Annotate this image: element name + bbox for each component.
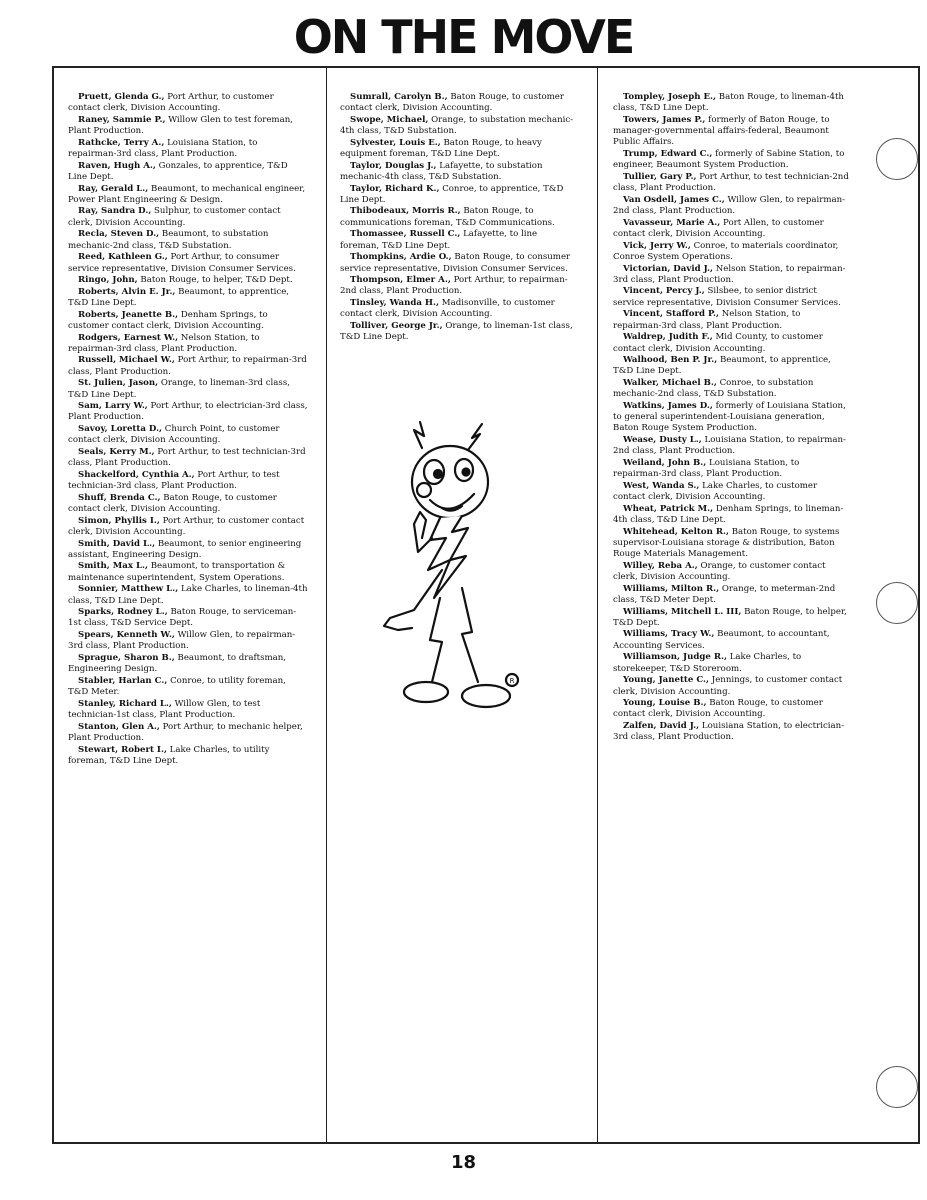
list-item: [68, 184, 308, 207]
assignment-detail: Port Arthur, to test technician-3rd class, Plant Production.: [68, 446, 306, 469]
assignment-detail: Conroe, to substation mechanic-2nd class, T&D Substation.: [613, 377, 814, 400]
list-item: [68, 424, 308, 447]
employee-name: Wheat, Patrick M.,: [623, 503, 714, 514]
assignment-detail: Beaumont, to mechanical engineer, Power Plant Engineering & Design.: [68, 183, 306, 205]
list-item: [68, 561, 308, 584]
employee-name: Thompkins, Ardie O.,: [350, 252, 452, 263]
list-item: [613, 607, 849, 630]
list-item: [68, 378, 308, 401]
assignment-detail: Baton Rouge, to systems supervisor-Louisiana storage & distribution, Baton Rouge Materials Management.: [613, 526, 840, 560]
assignment-detail: Lake Charles, to lineman-4th class, T&D Line Dept.: [68, 584, 308, 606]
list-item: [613, 355, 849, 378]
employee-name: Sumrall, Carolyn B.,: [350, 92, 448, 102]
list-item: [613, 218, 849, 241]
employee-name: Williams, Milton R.,: [623, 583, 720, 594]
list-item: [613, 481, 849, 504]
list-item: [340, 161, 578, 184]
assignment-detail: Madisonville, to customer contact clerk, Division Accounting.: [340, 298, 555, 320]
page-header: [0, 10, 927, 64]
binder-hole: [876, 582, 918, 624]
employee-name: Willey, Reba A.,: [623, 560, 698, 571]
assignment-detail: Baton Rouge, to serviceman-1st class, T&D Service Dept.: [68, 607, 297, 629]
employee-name: Sonnier, Matthew L.,: [78, 584, 179, 595]
employee-name: Stabler, Harlan C.,: [78, 675, 168, 686]
employee-name: Van Osdell, James C.,: [623, 194, 725, 205]
employee-name: Walhood, Ben P. Jr.,: [623, 355, 718, 366]
assignment-detail: Louisiana Station, to repairman-3rd class, Plant Production.: [68, 137, 258, 160]
list-item: [613, 584, 849, 607]
employee-name: Roberts, Alvin E. Jr.,: [78, 286, 176, 297]
assignment-detail: Baton Rouge, to lineman-4th class, T&D Line Dept.: [613, 92, 844, 114]
employee-name: Stewart, Robert I.,: [78, 744, 167, 755]
employee-name: Tinsley, Wanda H.,: [350, 298, 440, 309]
assignment-detail: Denham Springs, to lineman-4th class, T&D Line Dept.: [613, 503, 844, 526]
list-item: [68, 401, 308, 424]
assignment-detail: Orange, to lineman-3rd class, T&D Line Dept.: [68, 378, 290, 400]
employee-name: Sam, Larry W.,: [78, 401, 148, 412]
assignment-detail: Denham Springs, to customer contact clerk, Division Accounting.: [68, 309, 268, 331]
assignment-detail: Conroe, to materials coordinator, Conroe System Operations.: [613, 240, 839, 262]
list-item: [613, 241, 849, 264]
assignment-detail: Church Point, to customer contact clerk, Division Accounting.: [68, 424, 280, 446]
employee-name: Tolliver, George Jr.,: [350, 320, 443, 331]
list-item: [68, 607, 308, 630]
list-item: [68, 333, 308, 356]
list-item: [613, 435, 849, 458]
employee-name: Roberts, Jeanette B.,: [78, 309, 179, 320]
assignment-detail: Port Arthur, to repairman-3rd class, Plant Production.: [68, 355, 307, 377]
employee-name: Tullier, Gary P.,: [623, 171, 697, 182]
page-title: ON THE MOVE: [293, 10, 634, 64]
list-item: [613, 527, 849, 561]
employee-name: Watkins, James D.,: [623, 400, 713, 411]
list-item: [613, 264, 849, 287]
page-number: 18: [450, 1152, 477, 1173]
employee-name: Thomassee, Russell C.,: [350, 229, 461, 240]
assignment-detail: Orange, to substation mechanic-4th class, T&D Substation.: [340, 114, 574, 137]
assignment-detail: Lake Charles, to storekeeper, T&D Storeroom.: [613, 652, 802, 674]
assignment-detail: Beaumont, to apprentice, T&D Line Dept.: [68, 286, 290, 309]
list-item: [68, 115, 308, 138]
assignment-detail: Louisiana Station, to electrician-3rd class, Plant Production.: [613, 721, 845, 743]
employee-name: Stanton, Glen A.,: [78, 721, 160, 732]
binder-hole: [876, 1066, 918, 1108]
column-divider: [597, 66, 598, 1144]
employee-name: Vick, Jerry W.,: [623, 240, 691, 251]
assignment-detail: Louisiana Station, to repairman-2nd class, Plant Production.: [613, 435, 846, 457]
list-item: [68, 722, 308, 745]
assignment-detail: Orange, to lineman-1st class, T&D Line Dept.: [340, 320, 573, 343]
assignment-detail: formerly of Sabine Station, to engineer, Beaumont System Production.: [613, 149, 845, 171]
assignment-detail: Port Arthur, to repairman-2nd class, Plant Production.: [340, 275, 568, 297]
employee-name: West, Wanda S.,: [623, 480, 700, 491]
assignment-detail: Willow Glen, to repairman-2nd class, Plant Production.: [613, 194, 846, 217]
employee-name: Taylor, Douglas J.,: [350, 160, 437, 171]
employee-name: Shuff, Brenda C.,: [78, 492, 161, 503]
employee-name: Vavasseur, Marie A.,: [623, 217, 721, 228]
list-item: [68, 745, 308, 768]
assignment-detail: Lafayette, to line foreman, T&D Line Dept.: [340, 229, 538, 251]
assignment-detail: Willow Glen, to test technician-1st class, Plant Production.: [68, 698, 261, 721]
list-item: [613, 332, 849, 355]
assignment-detail: Baton Rouge, to customer contact clerk, Division Accounting.: [68, 492, 277, 515]
list-item: [613, 195, 849, 218]
employee-name: Sylvester, Louis E.,: [350, 137, 441, 148]
assignment-detail: Baton Rouge, to heavy equipment foreman, T&D Line Dept.: [340, 137, 542, 160]
list-item: [613, 286, 849, 309]
list-item: [68, 699, 308, 722]
list-item: [613, 458, 849, 481]
list-item: [68, 447, 308, 470]
assignment-detail: Lake Charles, to customer contact clerk, Division Accounting.: [613, 480, 818, 503]
employee-name: Thibodeaux, Morris R.,: [350, 206, 461, 217]
list-item: [340, 321, 578, 344]
employee-name: Sparks, Rodney L.,: [78, 607, 168, 618]
assignment-detail: Baton Rouge, to helper, T&D Dept.: [140, 275, 293, 286]
assignment-detail: Beaumont, to apprentice, T&D Line Dept.: [613, 355, 831, 377]
assignment-detail: formerly of Louisiana Station, to general superintendent-Louisiana generation, Baton Rouge System Production.: [613, 400, 846, 434]
assignment-detail: Baton Rouge, to communications foreman, T&D Communications.: [340, 206, 555, 228]
assignment-detail: Port Arthur, to consumer service representative, Division Consumer Services.: [68, 252, 296, 274]
list-item: [613, 172, 849, 195]
assignment-detail: Mid County, to customer contact clerk, Division Accounting.: [613, 332, 823, 354]
list-item: [340, 206, 578, 229]
employee-name: Vincent, Percy J.,: [623, 286, 705, 297]
list-item: [613, 698, 849, 721]
employee-name: Savoy, Loretta D.,: [78, 424, 163, 435]
employee-name: Raney, Sammie P.,: [78, 114, 166, 125]
list-item: [613, 149, 849, 172]
employee-name: Victorian, David J.,: [623, 263, 713, 274]
assignment-detail: Baton Rouge, to customer contact clerk, Division Accounting.: [613, 698, 823, 720]
employee-name: Smith, Max L.,: [78, 561, 148, 572]
list-item: [340, 138, 578, 161]
employee-name: Ringo, John,: [78, 275, 138, 286]
list-item: [68, 493, 308, 516]
assignment-detail: Beaumont, to senior engineering assistant, Engineering Design.: [68, 538, 302, 560]
employee-name: Russell, Michael W.,: [78, 355, 175, 366]
list-item: [340, 115, 578, 138]
list-item: [340, 275, 578, 298]
employee-name: Towers, James P.,: [623, 114, 706, 125]
list-item: [613, 721, 849, 744]
column-3: [613, 92, 849, 744]
employee-name: Rodgers, Earnest W.,: [78, 332, 179, 343]
assignment-detail: Beaumont, to draftsman, Engineering Design.: [68, 652, 287, 675]
list-item: [613, 629, 849, 652]
employee-name: Rathcke, Terry A.,: [78, 137, 165, 148]
assignment-detail: Baton Rouge, to helper, T&D Dept.: [613, 606, 847, 628]
list-item: [68, 92, 308, 115]
employee-name: Pruett, Glenda G.,: [78, 92, 165, 102]
employee-name: Walker, Michael B.,: [623, 377, 717, 388]
assignment-detail: Baton Rouge, to consumer service representative, Division Consumer Services.: [340, 252, 571, 274]
assignment-detail: Beaumont, to transportation & maintenance superintendent, System Operations.: [68, 561, 286, 583]
column-1: [68, 92, 308, 767]
list-item: [613, 652, 849, 675]
list-item: [340, 184, 578, 207]
list-item: [68, 287, 308, 310]
assignment-detail: Silsbee, to senior district service representative, Division Consumer Services.: [613, 286, 841, 308]
list-item: [68, 275, 308, 286]
assignment-detail: Willow Glen, to repairman-3rd class, Plant Production.: [68, 630, 296, 652]
list-item: [68, 653, 308, 676]
employee-name: Raven, Hugh A.,: [78, 160, 156, 171]
employee-name: Weiland, John B.,: [623, 457, 707, 468]
employee-name: Spears, Kenneth W.,: [78, 630, 175, 641]
list-item: [68, 138, 308, 161]
assignment-detail: Baton Rouge, to customer contact clerk, Division Accounting.: [340, 92, 564, 114]
list-item: [68, 310, 308, 333]
list-item: [613, 675, 849, 698]
employee-name: Young, Janette C.,: [623, 675, 710, 686]
employee-name: Sprague, Sharon B.,: [78, 652, 175, 663]
employee-name: Ray, Sandra D.,: [78, 206, 152, 217]
assignment-detail: Port Arthur, to customer contact clerk, Division Accounting.: [68, 92, 274, 114]
employee-name: Recla, Steven D.,: [78, 229, 160, 240]
column-2: [340, 92, 578, 344]
employee-name: Taylor, Richard K.,: [350, 183, 440, 194]
employee-name: Ray, Gerald L.,: [78, 183, 149, 194]
assignment-detail: Lake Charles, to utility foreman, T&D Line Dept.: [68, 744, 270, 766]
list-item: [613, 561, 849, 584]
employee-name: Zalfen, David J.,: [623, 721, 700, 732]
list-item: [613, 92, 849, 115]
list-item: [613, 504, 849, 527]
list-item: [340, 92, 578, 115]
assignment-detail: Port Allen, to customer contact clerk, Division Accounting.: [613, 217, 824, 240]
list-item: [68, 355, 308, 378]
employee-name: Williamson, Judge R.,: [623, 652, 727, 663]
employee-name: Waldrep, Judith F.,: [623, 332, 713, 343]
svg-text:R: R: [509, 677, 515, 685]
assignment-detail: Nelson Station, to repairman-3rd class, Plant Production.: [68, 332, 260, 354]
assignment-detail: Sulphur, to customer contact clerk, Division Accounting.: [68, 206, 281, 228]
employee-name: Williams, Tracy W.,: [623, 629, 715, 640]
assignment-detail: Lafayette, to substation mechanic-4th class, T&D Substation.: [340, 160, 543, 182]
list-item: [340, 298, 578, 321]
list-item: [613, 378, 849, 401]
employee-name: Reed, Kathleen G.,: [78, 252, 168, 263]
employee-name: Vincent, Stafford P.,: [623, 309, 720, 320]
employee-name: Shackelford, Cynthia A.,: [78, 469, 195, 480]
list-item: [68, 252, 308, 275]
employee-name: Swope, Michael,: [350, 114, 429, 125]
assignment-detail: Beaumont, to substation mechanic-2nd class, T&D Substation.: [68, 229, 269, 251]
assignment-detail: Orange, to meterman-2nd class, T&D Meter Dept.: [613, 583, 836, 605]
list-item: [613, 309, 849, 332]
list-item: [68, 516, 308, 539]
list-item: [68, 584, 308, 607]
assignment-detail: Port Arthur, to customer contact clerk, Division Accounting.: [68, 515, 305, 537]
assignment-detail: Jennings, to customer contact clerk, Division Accounting.: [613, 675, 843, 697]
assignment-detail: Conroe, to utility foreman, T&D Meter.: [68, 675, 286, 698]
lightning-mascot-illustration: [370, 420, 530, 720]
employee-name: Whitehead, Kelton R.,: [623, 526, 729, 537]
employee-name: Smith, David L.,: [78, 538, 156, 549]
employee-name: St. Julien, Jason,: [78, 378, 159, 389]
employee-name: Tompley, Joseph E.,: [623, 92, 717, 102]
assignment-detail: Willow Glen to test foreman, Plant Production.: [68, 114, 293, 137]
assignment-detail: Port Arthur, to test technician-2nd class, Plant Production.: [613, 171, 849, 194]
employee-name: Seals, Kerry M.,: [78, 446, 155, 457]
list-item: [68, 206, 308, 229]
assignment-detail: Port Arthur, to test technician-3rd class, Plant Production.: [68, 469, 280, 492]
assignment-detail: Port Arthur, to mechanic helper, Plant Production.: [68, 721, 303, 743]
assignment-detail: Gonzales, to apprentice, T&D Line Dept.: [68, 160, 288, 182]
list-item: [68, 229, 308, 252]
employee-name: Simon, Phyllis I.,: [78, 515, 160, 526]
list-item: [340, 229, 578, 252]
list-item: [68, 630, 308, 653]
assignment-detail: Louisiana Station, to repairman-3rd class, Plant Production.: [613, 457, 800, 480]
list-item: [68, 161, 308, 184]
assignment-detail: Port Arthur, to electrician-3rd class, Plant Production.: [68, 401, 308, 423]
list-item: [68, 539, 308, 562]
employee-name: Young, Louise B.,: [623, 698, 707, 709]
employee-name: Trump, Edward C.,: [623, 149, 713, 160]
list-item: [613, 401, 849, 435]
assignment-detail: Nelson Station, to repairman-3rd class, Plant Production.: [613, 309, 801, 331]
employee-name: Stanley, Richard L.,: [78, 698, 172, 709]
employee-name: Thompson, Elmer A.,: [350, 275, 451, 286]
employee-name: Williams, Mitchell L. III,: [623, 606, 742, 617]
list-item: [68, 676, 308, 699]
employee-name: Wease, Dusty L.,: [623, 435, 702, 446]
list-item: [613, 115, 849, 149]
assignment-detail: Conroe, to apprentice, T&D Line Dept.: [340, 183, 564, 205]
list-item: [340, 252, 578, 275]
assignment-detail: Beaumont, to accountant, Accounting Services.: [613, 629, 830, 651]
assignment-detail: Nelson Station, to repairman-3rd class, Plant Production.: [613, 263, 846, 285]
list-item: [68, 470, 308, 493]
binder-hole: [876, 138, 918, 180]
assignment-detail: formerly of Baton Rouge, to manager-governmental affairs-federal, Beaumont Public Affairs.: [613, 114, 830, 148]
column-divider: [326, 66, 327, 1144]
assignment-detail: Orange, to customer contact clerk, Division Accounting.: [613, 560, 826, 583]
